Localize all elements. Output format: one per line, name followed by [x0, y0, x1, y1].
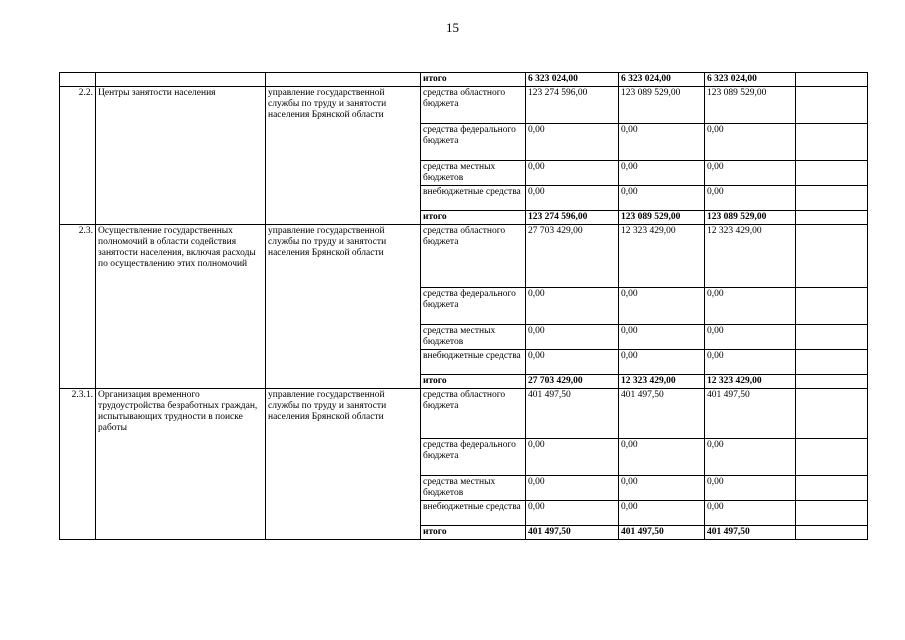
- value-cell: 0,00: [619, 476, 705, 501]
- row-label: средства областного бюджета: [421, 225, 526, 288]
- row-label: итого: [421, 375, 526, 389]
- value-cell: 0,00: [526, 124, 619, 161]
- value-cell: 0,00: [526, 350, 619, 375]
- value-cell: 401 497,50: [619, 526, 705, 540]
- value-cell: 0,00: [619, 350, 705, 375]
- section-name: Центры занятости населения: [96, 87, 266, 225]
- value-cell: 401 497,50: [526, 526, 619, 540]
- value-cell: 12 323 429,00: [705, 225, 796, 288]
- row-label: средства областного бюджета: [421, 389, 526, 439]
- value-cell: 0,00: [526, 476, 619, 501]
- value-cell: 0,00: [705, 161, 796, 186]
- value-cell: 0,00: [705, 186, 796, 211]
- section-executor: управление государственной службы по труду и занятости населения Брянской области: [266, 87, 421, 225]
- value-cell: 0,00: [526, 501, 619, 526]
- value-cell: 0,00: [705, 325, 796, 350]
- value-cell: 0,00: [619, 161, 705, 186]
- section-executor: управление государственной службы по труду и занятости населения Брянской области: [266, 225, 421, 389]
- value-cell: 0,00: [619, 186, 705, 211]
- table-row: [60, 87, 868, 124]
- value-cell: 27 703 429,00: [526, 225, 619, 288]
- row-label: средства областного бюджета: [421, 87, 526, 124]
- value-cell: 12 323 429,00: [705, 375, 796, 389]
- value-cell: 12 323 429,00: [619, 225, 705, 288]
- value-cell: 0,00: [705, 476, 796, 501]
- value-cell: 0,00: [705, 124, 796, 161]
- row-label: внебюджетные средства: [421, 501, 526, 526]
- table-row: [60, 225, 868, 288]
- row-label: итого: [421, 526, 526, 540]
- value-cell: 401 497,50: [705, 389, 796, 439]
- row-label: итого: [421, 73, 526, 87]
- value-cell: 0,00: [619, 439, 705, 476]
- row-label: средства федерального бюджета: [421, 288, 526, 325]
- value-cell: 6 323 024,00: [526, 73, 619, 87]
- value-cell: 0,00: [526, 439, 619, 476]
- row-label: средства местных бюджетов: [421, 476, 526, 501]
- value-cell: 0,00: [526, 186, 619, 211]
- value-cell: 401 497,50: [705, 526, 796, 540]
- value-cell: 123 089 529,00: [705, 211, 796, 225]
- value-cell: 0,00: [705, 501, 796, 526]
- row-label: итого: [421, 211, 526, 225]
- value-cell: 0,00: [526, 161, 619, 186]
- section-executor: управление государственной службы по труду и занятости населения Брянской области: [266, 389, 421, 540]
- row-label: средства местных бюджетов: [421, 325, 526, 350]
- value-cell: 27 703 429,00: [526, 375, 619, 389]
- value-cell: 0,00: [619, 124, 705, 161]
- value-cell: 401 497,50: [619, 389, 705, 439]
- value-cell: 0,00: [619, 501, 705, 526]
- section-number: 2.3.: [60, 225, 96, 389]
- section-name: Осуществление государственных полномочий в области содействия занятости населения, включая расходы по осуществлению этих полномочий: [96, 225, 266, 389]
- row-label: внебюджетные средства: [421, 350, 526, 375]
- row-label: средства местных бюджетов: [421, 161, 526, 186]
- row-label: средства федерального бюджета: [421, 124, 526, 161]
- value-cell: 123 274 596,00: [526, 87, 619, 124]
- value-cell: 123 089 529,00: [619, 211, 705, 225]
- value-cell: 0,00: [526, 325, 619, 350]
- value-cell: 0,00: [526, 288, 619, 325]
- table-row-top-total: [60, 73, 868, 87]
- section-number: 2.2.: [60, 87, 96, 225]
- value-cell: 123 089 529,00: [619, 87, 705, 124]
- section-name: Организация временного трудоустройства безработных граждан, испытывающих трудности в поиске работы: [96, 389, 266, 540]
- row-label: внебюджетные средства: [421, 186, 526, 211]
- table-row: [60, 389, 868, 439]
- value-cell: 0,00: [619, 325, 705, 350]
- value-cell: 0,00: [619, 288, 705, 325]
- value-cell: 0,00: [705, 350, 796, 375]
- value-cell: 123 274 596,00: [526, 211, 619, 225]
- value-cell: 6 323 024,00: [619, 73, 705, 87]
- value-cell: 12 323 429,00: [619, 375, 705, 389]
- page-number: 15: [446, 20, 459, 35]
- value-cell: 0,00: [705, 288, 796, 325]
- row-label: средства федерального бюджета: [421, 439, 526, 476]
- section-number: 2.3.1.: [60, 389, 96, 540]
- value-cell: 401 497,50: [526, 389, 619, 439]
- value-cell: 6 323 024,00: [705, 73, 796, 87]
- budget-table: [59, 72, 868, 540]
- value-cell: 123 089 529,00: [705, 87, 796, 124]
- value-cell: 0,00: [705, 439, 796, 476]
